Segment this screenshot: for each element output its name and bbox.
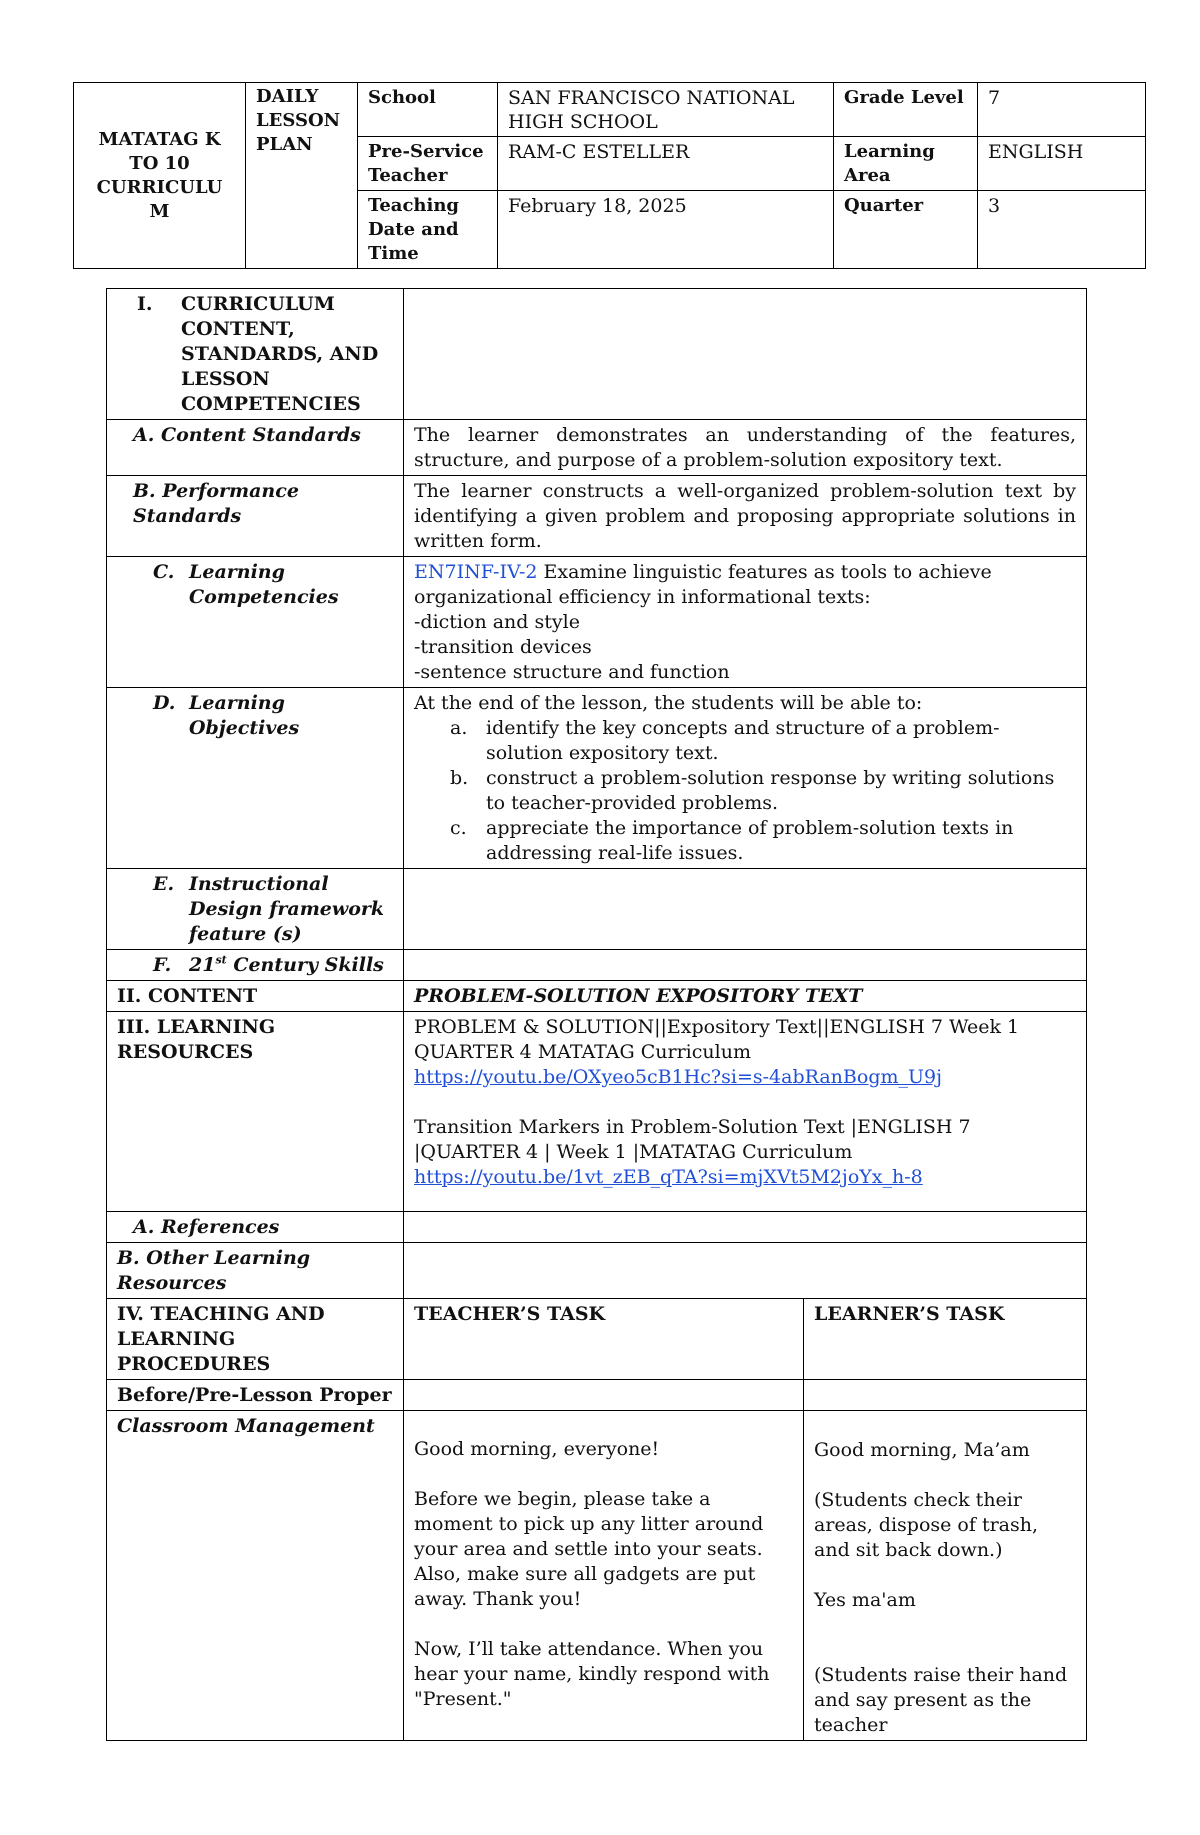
skills-num: F. (153, 954, 172, 976)
objectives-num: D. (153, 692, 176, 714)
references-value (404, 1212, 1087, 1243)
skills-label-number: 21 (189, 954, 216, 976)
design-num: E. (153, 873, 175, 895)
competency-item: -transition devices (414, 636, 592, 658)
objectives-label: Learning Objectives (189, 692, 300, 739)
header-table (73, 82, 1146, 269)
teacher-attendance: Now, I’ll take attendance. When you hear your name, kindly respond with "Present." (414, 1638, 770, 1710)
grade-label: Grade Level (834, 83, 978, 137)
learner-greeting: Good morning, Ma’am (814, 1439, 1030, 1461)
objective-item (450, 766, 1076, 816)
resources-value (404, 1012, 1087, 1212)
objective-letter: b. (450, 767, 469, 789)
design-heading (107, 869, 404, 950)
classroom-learner (804, 1411, 1087, 1741)
area-label: Learning Area (834, 137, 978, 191)
skills-label-sup: st (215, 953, 227, 967)
other-resources-label: B. Other Learning Resources (107, 1243, 404, 1299)
resource-2-text: Transition Markers in Problem-Solution Text |ENGLISH 7 |QUARTER 4 | Week 1 |MATATAG Curriculum (414, 1116, 971, 1163)
school-label: School (358, 83, 498, 137)
curriculum-label: MATATAG K TO 10 CURRICULU M (74, 83, 246, 269)
learner-attendance: (Students raise their hand and say present as the teacher (814, 1664, 1068, 1736)
school-value: SAN FRANCISCO NATIONAL HIGH SCHOOL (498, 83, 834, 137)
quarter-value: 3 (978, 191, 1146, 269)
design-label: Instructional Design framework feature (s) (189, 873, 385, 945)
objectives-intro: At the end of the lesson, the students will be able to: (414, 692, 923, 714)
objective-item (450, 816, 1076, 866)
objective-letter: a. (450, 717, 468, 739)
date-label: Teaching Date and Time (358, 191, 498, 269)
teacher-greeting: Good morning, everyone! (414, 1438, 660, 1460)
performance-standards-value: The learner constructs a well-organized problem-solution text by identifying a given problem and proposing appropriate solutions in written form. (404, 476, 1087, 557)
date-value: February 18, 2025 (498, 191, 834, 269)
objectives-value (404, 688, 1087, 869)
design-value (404, 869, 1087, 950)
performance-standards-label: B. Performance Standards (107, 476, 404, 557)
objective-letter: c. (450, 817, 467, 839)
quarter-label: Quarter (834, 191, 978, 269)
competencies-label: Learning Competencies (189, 561, 339, 608)
competencies-heading (107, 557, 404, 688)
area-value: ENGLISH (978, 137, 1146, 191)
skills-value (404, 950, 1087, 981)
classroom-label: Classroom Management (107, 1411, 404, 1741)
content-standards-label: A. Content Standards (107, 420, 404, 476)
resource-1-link[interactable]: https://youtu.be/OXyeo5cB1Hc?si=s-4abRanBogm_U9j (414, 1066, 942, 1088)
skills-label (189, 953, 384, 978)
grade-value: 7 (978, 83, 1146, 137)
objective-text: construct a problem-solution response by writing solutions to teacher-provided problems. (486, 767, 1055, 814)
section1-value (404, 289, 1087, 420)
classroom-teacher (404, 1411, 804, 1741)
pre-lesson-teacher (404, 1380, 804, 1411)
lesson-plan-table (106, 288, 1087, 1741)
content-value: PROBLEM-SOLUTION EXPOSITORY TEXT (404, 981, 1087, 1012)
objective-text: appreciate the importance of problem-solution texts in addressing real-life issues. (486, 817, 1014, 864)
teacher-task-header: TEACHER’S TASK (404, 1299, 804, 1380)
resource-2-link[interactable]: https://youtu.be/1vt_zEB_qTA?si=mjXVt5M2joYx_h-8 (414, 1166, 923, 1188)
teacher-label: Pre-Service Teacher (358, 137, 498, 191)
objective-item (450, 716, 1076, 766)
pre-lesson-learner (804, 1380, 1087, 1411)
competencies-num: C. (153, 561, 175, 583)
learner-action: (Students check their areas, dispose of trash, and sit back down.) (814, 1489, 1039, 1561)
section1-heading (107, 289, 404, 420)
content-standards-value: The learner demonstrates an understanding of the features, structure, and purpose of a problem-solution expository text. (404, 420, 1087, 476)
objective-text: identify the key concepts and structure of a problem-solution expository text. (486, 717, 1000, 764)
section1-title: CURRICULUM CONTENT, STANDARDS, AND LESSON COMPETENCIES (181, 293, 379, 415)
resource-1-text: PROBLEM & SOLUTION||Expository Text||ENGLISH 7 Week 1 QUARTER 4 MATATAG Curriculum (414, 1016, 1020, 1063)
teacher-instruction: Before we begin, please take a moment to pick up any litter around your area and settle into your seats. Also, make sure all gadgets are put away. Thank you! (414, 1488, 764, 1610)
plan-label: DAILY LESSON PLAN (246, 83, 358, 269)
teacher-value: RAM-C ESTELLER (498, 137, 834, 191)
competency-text: Examine linguistic features as tools to achieve organizational efficiency in informational texts: (414, 561, 992, 608)
content-label: II. CONTENT (107, 981, 404, 1012)
competency-item: -diction and style (414, 611, 580, 633)
learner-task-header: LEARNER’S TASK (804, 1299, 1087, 1380)
pre-lesson-label: Before/Pre-Lesson Proper (107, 1380, 404, 1411)
resources-label: III. LEARNING RESOURCES (107, 1012, 404, 1212)
competencies-value (404, 557, 1087, 688)
skills-label-text: Century Skills (226, 954, 384, 976)
competency-code: EN7INF-IV-2 (414, 561, 538, 583)
references-label: A. References (107, 1212, 404, 1243)
competency-item: -sentence structure and function (414, 661, 730, 683)
section1-num: I. (137, 293, 153, 315)
learner-reply: Yes ma'am (814, 1589, 916, 1611)
section1-row (107, 289, 1087, 420)
objectives-heading (107, 688, 404, 869)
procedures-label: IV. TEACHING AND LEARNING PROCEDURES (107, 1299, 404, 1380)
skills-heading (107, 950, 404, 981)
other-resources-value (404, 1243, 1087, 1299)
